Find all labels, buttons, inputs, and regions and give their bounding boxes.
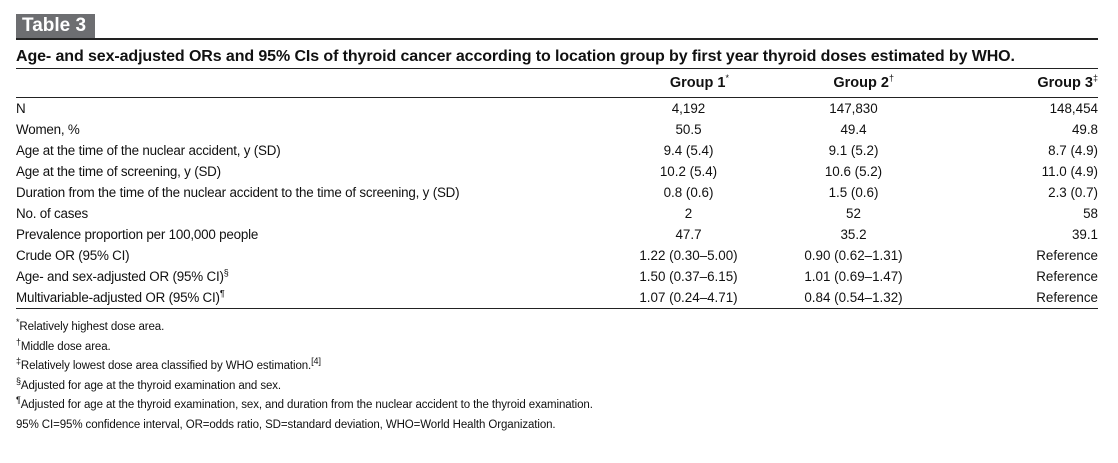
footnote <box>16 377 1098 397</box>
cell-group-2: 0.84 (0.54–1.32) <box>804 290 903 305</box>
footnote-text: Relatively lowest dose area classified by WHO estimation. <box>20 360 312 372</box>
cell-group-2: 0.90 (0.62–1.31) <box>804 248 903 263</box>
table-row <box>16 182 1098 203</box>
row-label-text: Age at the time of the nuclear accident, y (SD) <box>16 143 281 158</box>
cell-group-1: 1.50 (0.37–6.15) <box>639 269 738 284</box>
footnote-reference: [4] <box>311 356 321 367</box>
cell-group-3: Reference <box>1036 290 1098 305</box>
top-rule <box>16 38 1098 40</box>
header-group-1-mark: * <box>725 73 729 84</box>
row-label <box>16 266 606 287</box>
cell-group-2: 10.6 (5.2) <box>824 164 883 179</box>
table-row <box>16 287 1098 309</box>
row-label <box>16 245 606 266</box>
cell-group-1: 1.22 (0.30–5.00) <box>639 248 738 263</box>
footnote <box>16 338 1098 358</box>
footnote-text: Adjusted for age at the thyroid examination and sex. <box>20 379 282 392</box>
row-label <box>16 203 606 224</box>
cell-group-1: 2 <box>684 206 693 221</box>
footnotes <box>16 318 1098 435</box>
header-group-2-mark: † <box>888 73 894 84</box>
cell-group-3: 148,454 <box>1049 101 1098 116</box>
footnote-text: 95% CI=95% confidence interval, OR=odds ratio, SD=standard deviation, WHO=World Health Organization. <box>16 418 556 431</box>
cell-group-1: 47.7 <box>675 227 702 242</box>
table-row <box>16 119 1098 140</box>
footnote-mark: ‡ <box>16 356 21 367</box>
header-group-1 <box>606 69 771 98</box>
cell-group-2: 49.4 <box>840 122 867 137</box>
row-label <box>16 224 606 245</box>
row-label-text: No. of cases <box>16 206 89 221</box>
footnote <box>16 357 1098 377</box>
footnote <box>16 396 1098 416</box>
row-label-mark: § <box>223 267 229 278</box>
header-group-1-label: Group 1 <box>669 75 726 91</box>
cell-group-1: 10.2 (5.4) <box>659 164 718 179</box>
cell-group-3: 8.7 (4.9) <box>1048 143 1098 158</box>
row-label <box>16 182 606 203</box>
row-label-text: Women, % <box>16 122 80 137</box>
table-row <box>16 203 1098 224</box>
data-table <box>16 69 1098 309</box>
row-label <box>16 98 606 120</box>
footnote-mark: ¶ <box>16 395 21 406</box>
header-row <box>16 69 1098 98</box>
cell-group-3: Reference <box>1036 248 1098 263</box>
header-group-3-mark: ‡ <box>1092 73 1098 84</box>
table-row <box>16 224 1098 245</box>
row-label-text: Crude OR (95% CI) <box>16 248 130 263</box>
cell-group-1: 0.8 (0.6) <box>663 185 714 200</box>
row-label-text: Multivariable-adjusted OR (95% CI) <box>16 290 220 305</box>
table-body <box>16 98 1098 309</box>
cell-group-3: 2.3 (0.7) <box>1048 185 1098 200</box>
row-label-text: Duration from the time of the nuclear accident to the time of screening, y (SD) <box>16 185 460 200</box>
cell-group-2: 147,830 <box>829 101 878 116</box>
footnote-mark: § <box>16 375 21 386</box>
cell-group-3: 39.1 <box>1071 227 1098 242</box>
cell-group-1: 9.4 (5.4) <box>663 143 714 158</box>
cell-group-1: 50.5 <box>675 122 702 137</box>
footnote-text: Adjusted for age at the thyroid examination, sex, and duration from the nuclear accident to the thyroid examination. <box>20 399 593 411</box>
table-row <box>16 245 1098 266</box>
row-label-text: N <box>16 101 26 116</box>
cell-group-1: 1.07 (0.24–4.71) <box>639 290 738 305</box>
table-row <box>16 266 1098 287</box>
cell-group-2: 35.2 <box>840 227 867 242</box>
cell-group-3: 58 <box>1083 206 1098 221</box>
cell-group-2: 1.01 (0.69–1.47) <box>804 269 903 284</box>
cell-group-3: 49.8 <box>1071 122 1098 137</box>
row-label <box>16 119 606 140</box>
table-row <box>16 161 1098 182</box>
header-empty <box>16 69 606 98</box>
cell-group-2: 9.1 (5.2) <box>828 143 879 158</box>
table-title: Age- and sex-adjusted ORs and 95% CIs of thyroid cancer according to location group by first year thyroid doses estimated by WHO. <box>16 48 1015 65</box>
cell-group-3: Reference <box>1036 269 1098 284</box>
row-label <box>16 140 606 161</box>
header-group-3 <box>936 69 1098 98</box>
footnote-text: Middle dose area. <box>20 340 111 353</box>
footnote-mark: † <box>16 336 21 347</box>
row-label-text: Age- and sex-adjusted OR (95% CI) <box>16 269 224 284</box>
table-row <box>16 98 1098 120</box>
table-label-badge: Table 3 <box>16 14 95 38</box>
footnote <box>16 416 1098 436</box>
footnote-text: Relatively highest dose area. <box>19 321 165 333</box>
row-label-text: Age at the time of screening, y (SD) <box>16 164 221 179</box>
header-group-2-label: Group 2 <box>833 75 889 91</box>
header-group-2 <box>771 69 936 98</box>
cell-group-2: 1.5 (0.6) <box>828 185 879 200</box>
footnote-mark: * <box>16 317 20 328</box>
row-label <box>16 287 606 309</box>
cell-group-3: 11.0 (4.9) <box>1041 164 1098 179</box>
cell-group-1: 4,192 <box>671 101 706 116</box>
table-row <box>16 140 1098 161</box>
header-group-3-label: Group 3 <box>1037 75 1093 91</box>
row-label <box>16 161 606 182</box>
row-label-text: Prevalence proportion per 100,000 people <box>16 227 259 242</box>
table-figure <box>16 14 1098 435</box>
row-label-mark: ¶ <box>219 288 225 299</box>
footnote <box>16 318 1098 338</box>
cell-group-2: 52 <box>846 206 861 221</box>
